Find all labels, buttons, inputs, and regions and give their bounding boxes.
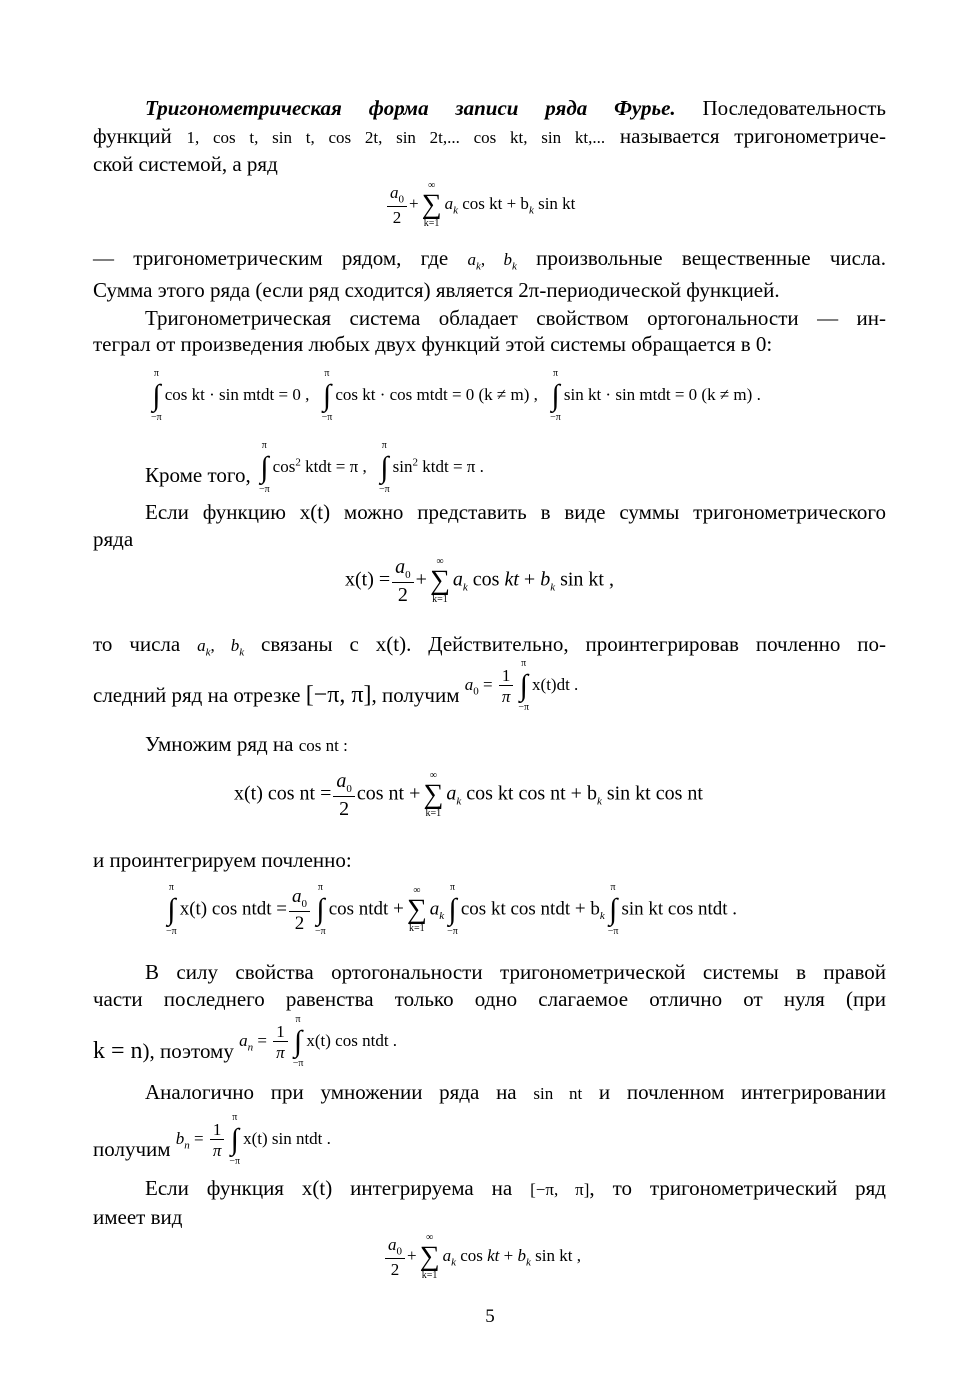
text: Кроме того,: [145, 462, 251, 487]
paragraph-6-line2: следний ряд на отрезке [−π, π], получим $a_0$ = $\frac{1}{\pi}$ π ∫ −π x(t)dt .: [93, 658, 579, 713]
text: Умножим ряд на: [145, 732, 294, 756]
paragraph-2-line1: — тригонометрическим рядом, где $a_k$, $b_k$ произвольные вещественные числа.: [93, 246, 886, 273]
equation-integrated: π ∫ −π x(t) cos ntdt = $\frac{a_0}{2}$ π ∫ −π cos ntdt + ∞ ∑ k=1 $a_k$ π ∫ −π cos kt cos ntdt + $b_k$ π ∫ −π sin kt cos ntdt .: [166, 882, 738, 937]
text: , то тригонометрический ряд: [589, 1176, 886, 1200]
text: называется тригонометриче-: [619, 124, 886, 148]
text: Аналогично при умножении ряда на: [145, 1080, 517, 1104]
equation-orthogonality: π ∫ −π cos kt · sin mtdt = 0 , π ∫ −π cos kt · cos mtdt = 0 (k ≠ m) , π ∫ −π sin kt · sin mtdt = 0 (k ≠ m) .: [151, 368, 761, 423]
text: следний ряд на отрезке: [93, 682, 301, 707]
page-number: 5: [485, 1306, 495, 1327]
paragraph-intro-line3: ской системой, а ряд: [93, 152, 278, 176]
text: — тригонометрическим рядом, где: [93, 246, 449, 270]
paragraph-9-line2: части последнего равенства только одно слагаемое отлично от нуля (при: [93, 987, 886, 1011]
paragraph-9-line3: k = n), поэтому $a_n$ = $\frac{1}{\pi}$ π ∫ −π x(t) cos ntdt .: [93, 1014, 398, 1069]
paragraph-10-line2: получим $b_n$ = $\frac{1}{\pi}$ π ∫ −π x(t) sin ntdt .: [93, 1112, 331, 1167]
paragraph-4: Кроме того, π ∫ −π $\cos^2$ ktdt = π , π ∫ −π $\sin^2$ ktdt = π .: [93, 440, 793, 496]
text: связаны с x(t). Действительно, проинтегрировав почленно по-: [261, 632, 887, 656]
paragraph-2-line2: Сумма этого ряда (если ряд сходится) является 2π-периодической функцией.: [93, 278, 780, 302]
interval: [−π, π]: [305, 681, 372, 708]
paragraph-intro-line2: [93, 122, 886, 152]
inline-math: 1, cos t, sin t, cos 2t, sin 2t,... cos kt, sin kt,...: [186, 128, 606, 147]
paragraph-5-line1: Если функцию x(t) можно представить в виде суммы тригонометрического: [145, 500, 886, 524]
text: получим: [93, 1136, 171, 1161]
text: функций: [93, 124, 172, 148]
paragraph-6-line1: то числа $a_k$, $b_k$ связаны с x(t). Действительно, проинтегрировав почленно по-: [93, 632, 887, 659]
paragraph-5-line2: ряда: [93, 527, 134, 551]
paragraph-9-line1: В силу свойства ортогональности тригонометрической системы в правой: [145, 960, 886, 984]
paragraph-intro-line1: [93, 94, 886, 122]
text: и почленном интегрировании: [598, 1080, 887, 1104]
section-title: Тригонометрическая форма записи ряда Фурье.: [145, 96, 676, 120]
text: произвольные вещественные числа.: [536, 246, 886, 270]
equation-series-final: $\frac{a_0}{2}$ + ∞ ∑ k=1 $a_k$ cos kt + $b_k$ sin kt ,: [383, 1232, 581, 1282]
text: Если функция x(t) интегрируема на: [145, 1176, 513, 1200]
inline-math: sin nt: [533, 1084, 583, 1103]
paragraph-3-line2: теграл от произведения любых двух функций этой системы обращается в 0:: [93, 332, 773, 356]
inline-math: cos nt :: [298, 736, 348, 755]
text: , получим: [371, 682, 460, 707]
inline-math: [−π, π]: [530, 1180, 590, 1199]
paragraph-7: [93, 730, 886, 760]
paragraph-10-line1: [93, 1078, 886, 1108]
equation-multiplied: x(t) cos nt = $\frac{a_0}{2}$ cos nt + ∞ ∑ k=1 $a_k$ cos kt cos nt + $b_k$ sin kt cos nt: [234, 770, 703, 820]
text: Последовательность: [702, 96, 887, 120]
text: ), поэтому: [142, 1038, 234, 1063]
equation-x-series: x(t) = $\frac{a_0}{2}$ + ∞ ∑ k=1 $a_k$ cos kt + $b_k$ sin kt ,: [345, 556, 614, 606]
paragraph-11-line1: [93, 1174, 886, 1204]
paragraph-8: и проинтегрируем почленно:: [93, 848, 352, 872]
condition: k = n: [93, 1037, 143, 1064]
paragraph-11-line2: имеет вид: [93, 1205, 183, 1229]
text: то числа: [93, 632, 181, 656]
paragraph-3-line1: Тригонометрическая система обладает свойством ортогональности — ин-: [145, 306, 886, 330]
equation-series: $\frac{a_0}{2}$ + ∞ ∑ k=1 $a_k$ cos kt + $b_k$ sin kt: [385, 180, 575, 230]
